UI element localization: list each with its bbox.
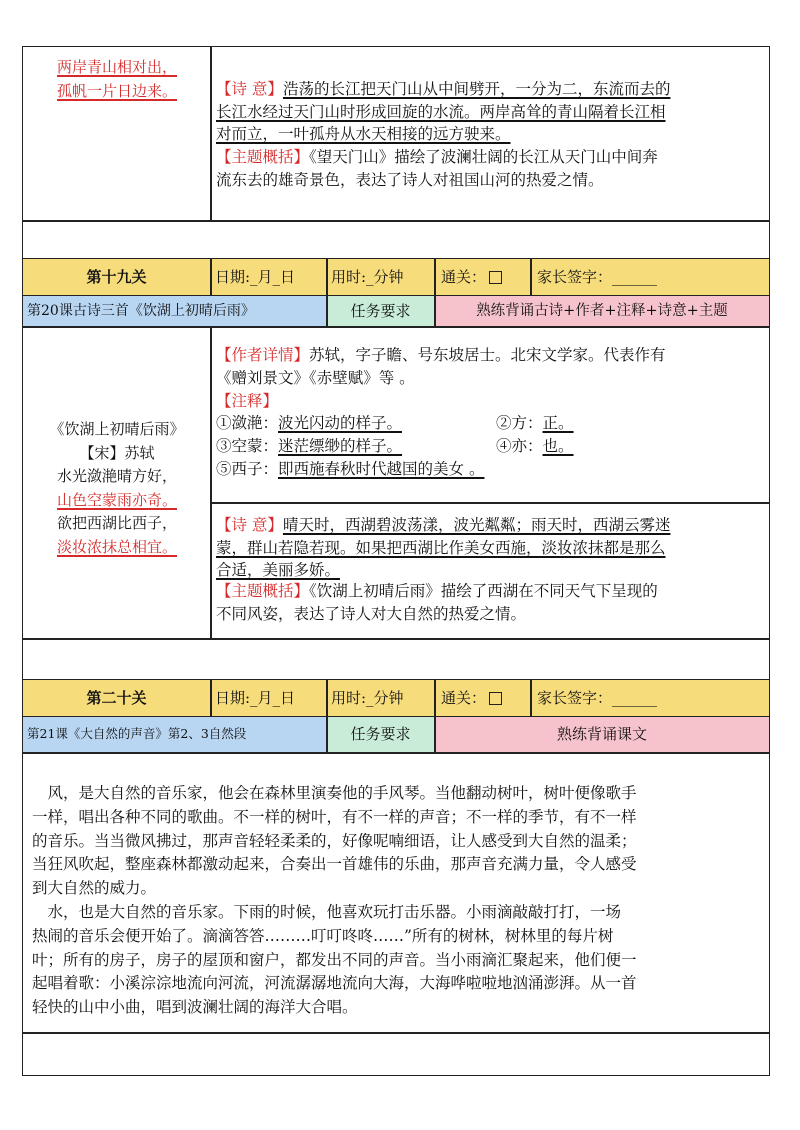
essay-line: 热闹的音乐会便开始了。滴滴答答………叮叮咚咚……”所有的树林，树林里的每片树 xyxy=(32,926,614,945)
essay-line: 的音乐。当当微风拂过，那声音轻轻柔柔的，好像呢喃细语，让人感受到大自然的温柔； xyxy=(32,831,637,850)
note-text: 即西施春秋时代越国的美女 。 xyxy=(278,460,485,478)
note-item xyxy=(216,412,402,435)
essay-line: 起唱着歌：小溪淙淙地流向河流，河流潺潺地流向大海，大海哗啦啦地汹涌澎湃。从一首 xyxy=(32,974,637,993)
author-label: 【作者详情】 xyxy=(216,346,310,364)
date-field[interactable]: 日期:_月_日 xyxy=(211,259,326,295)
essay-line: 一样，唱出各种不同的歌曲。不一样的树叶，有不一样的声音；不一样的季节，有不一样 xyxy=(32,807,637,826)
task-label: 任务要求 xyxy=(327,717,434,752)
signature-field[interactable]: 家长签字：______ xyxy=(531,680,769,716)
essay-line: 轻快的山中小曲，唱到波澜壮阔的海洋大合唱。 xyxy=(32,998,358,1017)
meaning-line: 对而立，一叶孤舟从水天相接的远方驶来。 xyxy=(216,125,511,144)
level-title: 第二十关 xyxy=(23,680,210,716)
pass-field[interactable] xyxy=(435,680,530,716)
time-field[interactable]: 用时:_分钟 xyxy=(327,680,434,716)
note-item xyxy=(496,435,574,458)
theme-label: 【主题概括】 xyxy=(216,582,310,600)
pass-label: 通关： xyxy=(441,267,487,286)
theme-label: 【主题概括】 xyxy=(216,148,310,166)
poem-line: 水光潋滟晴方好， xyxy=(56,467,177,485)
lesson-title: 第20课古诗三首《饮湖上初晴后雨》 xyxy=(23,296,326,326)
time-field[interactable]: 用时:_分钟 xyxy=(327,259,434,295)
notes-section xyxy=(216,390,278,413)
note-text: 波光闪动的样子。 xyxy=(278,414,403,432)
section19-theme xyxy=(216,580,658,625)
meaning-line: 蒙，群山若隐若现。如果把西湖比作美女西施，淡妆浓抹都是那么 xyxy=(216,538,666,557)
meaning-label: 【诗 意】 xyxy=(216,80,283,98)
author-details xyxy=(216,344,666,389)
note-num: ①潋滟： xyxy=(216,414,279,432)
signature-field[interactable]: 家长签字：______ xyxy=(531,259,769,295)
essay-line: 当狂风吹起，整座森林都激动起来，合奏出一首雄伟的乐曲，那声音充满力量，令人感受 xyxy=(32,855,637,874)
note-text: 正。 xyxy=(542,414,574,432)
note-item xyxy=(216,435,402,458)
meaning-label: 【诗 意】 xyxy=(216,516,283,534)
recitation-text xyxy=(32,782,762,1020)
note-text: 迷茫缥缈的样子。 xyxy=(278,437,403,455)
notes-label: 【注释】 xyxy=(216,392,279,410)
pass-checkbox[interactable] xyxy=(489,692,502,705)
poem-line: 孤帆一片日边来。 xyxy=(56,81,177,100)
note-num: ④亦： xyxy=(496,437,543,455)
note-item xyxy=(496,412,574,435)
essay-line: 叶；所有的房子，房子的屋顶和窗户，都发出不同的声音。当小雨滴汇聚起来，他们便一 xyxy=(32,950,637,969)
essay-line: 到大自然的威力。 xyxy=(32,879,157,898)
level-title: 第十九关 xyxy=(23,259,210,295)
author-line: 《赠刘景文》《赤壁赋》等 。 xyxy=(216,368,415,387)
meaning-line: 浩荡的长江把天门山从中间劈开，一分为二，东流而去的 xyxy=(282,80,671,98)
poem-line: 淡妆浓抹总相宜。 xyxy=(56,537,177,556)
section19-poem xyxy=(22,418,212,559)
pass-checkbox[interactable] xyxy=(489,271,502,284)
theme-line: 流东去的雄奇景色，表达了诗人对祖国山河的热爱之情。 xyxy=(216,170,604,189)
task-label: 任务要求 xyxy=(327,296,434,326)
essay-line: 水，也是大自然的音乐家。下雨的时候，他喜欢玩打击乐器。小雨滴敲敲打打，一场 xyxy=(32,902,622,921)
section18-meaning xyxy=(216,78,670,146)
poem-line: 山色空蒙雨亦奇。 xyxy=(56,490,177,509)
theme-line: 《望天门山》描绘了波澜壮阔的长江从天门山中间奔 xyxy=(309,148,658,166)
note-num: ②方： xyxy=(496,414,543,432)
meaning-line: 合适，美丽多娇。 xyxy=(216,561,341,580)
essay-line: 风，是大自然的音乐家，他会在森林里演奏他的手风琴。当他翻动树叶，树叶便像歌手 xyxy=(32,784,637,802)
pass-label: 通关： xyxy=(441,688,487,707)
task-requirement: 熟练背诵古诗+作者+注释+诗意+主题 xyxy=(435,296,769,326)
poem-line: 欲把西湖比西子， xyxy=(56,514,177,532)
date-field[interactable]: 日期:_月_日 xyxy=(211,680,326,716)
meaning-line: 晴天时，西湖碧波荡漾，波光粼粼；雨天时，西湖云雾迷 xyxy=(282,516,671,534)
theme-line: 《饮湖上初晴后雨》描绘了西湖在不同天气下呈现的 xyxy=(309,582,658,600)
task-requirement: 熟练背诵课文 xyxy=(435,717,769,752)
poem-author: 【宋】苏轼 xyxy=(79,443,155,462)
meaning-line: 长江水经过天门山时形成回旋的水流。两岸高耸的青山隔着长江相 xyxy=(216,102,666,121)
poem-title: 《饮湖上初晴后雨》 xyxy=(49,420,185,438)
note-num: ⑤西子： xyxy=(216,460,279,478)
pass-field[interactable] xyxy=(435,259,530,295)
author-line: 苏轼，字子瞻、号东坡居士。北宋文学家。代表作有 xyxy=(309,346,666,364)
poem-line: 两岸青山相对出， xyxy=(56,58,177,76)
note-item xyxy=(216,458,484,481)
lesson-title: 第21课《大自然的声音》第2、3自然段 xyxy=(23,717,326,752)
section18-poem xyxy=(22,56,212,103)
section18-theme xyxy=(216,146,658,191)
theme-line: 不同风姿，表达了诗人对大自然的热爱之情。 xyxy=(216,604,527,623)
note-num: ③空蒙： xyxy=(216,437,279,455)
section19-meaning xyxy=(216,514,670,582)
note-text: 也。 xyxy=(542,437,574,455)
